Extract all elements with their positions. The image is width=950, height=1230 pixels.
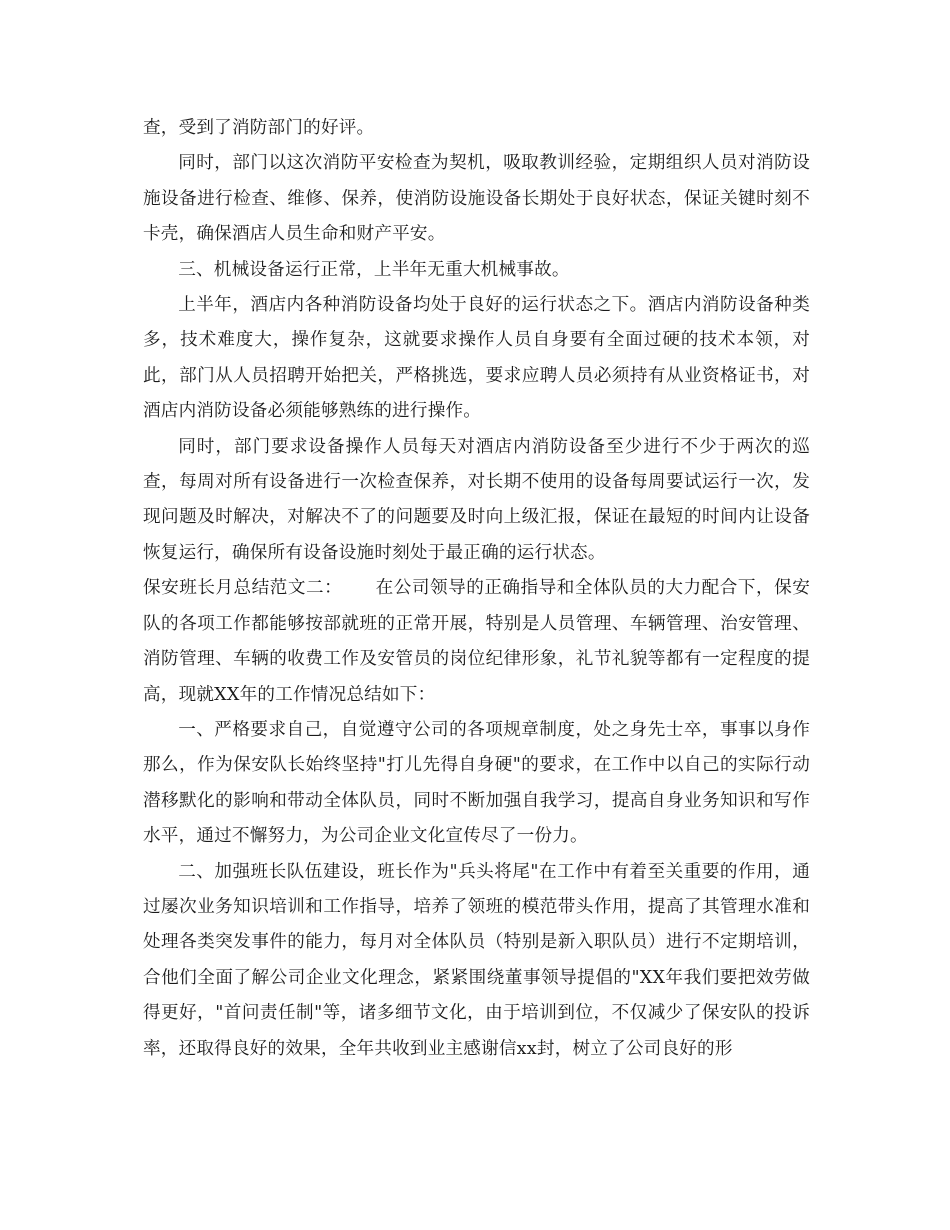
section2-title: 保安班长月总结范文二： bbox=[143, 578, 343, 599]
section-heading-3: 三、机械设备运行正常，上半年无重大机械事故。 bbox=[178, 259, 570, 280]
section2-paragraph bbox=[143, 571, 810, 713]
paragraph-1: 查，受到了消防部门的好评。 bbox=[143, 118, 375, 138]
paragraph-2: 同时，部门以这次消防平安检查为契机，吸取教训经验，定期组织人员对消防设施设备进行检查、维修、保养，使消防设施设备长期处于良好状态，保证关键时刻不卡壳，确保酒店人员生命和财产平安。 bbox=[143, 153, 810, 245]
section2-intro: 在公司领导的正确指导和全体队员的大力配合下，保安队的各项工作都能够按部就班的正常开展，特别是人员管理、车辆管理、治安管理、消防管理、车辆的收费工作及安管员的岗位纪律形象，礼节礼貌等都有一定程度的提高，现就XX年的工作情况总结如下： bbox=[143, 578, 810, 705]
document-body bbox=[143, 111, 810, 1067]
paragraph-7: 一、严格要求自己，自觉遵守公司的各项规章制度，处之身先士卒，事事以身作那么，作为保安队长始终坚持"打儿先得自身硬"的要求，在工作中以自己的实际行动潜移默化的影响和带动全体队员，同时不断加强自我学习，提高自身业务知识和写作水平，通过不懈努力，为公司企业文化宣传尽了一份力。 bbox=[143, 719, 810, 847]
paragraph-5: 同时，部门要求设备操作人员每天对酒店内消防设备至少进行不少于两次的巡查，每周对所有设备进行一次检查保养，对长期不使用的设备每周要试运行一次，发现问题及时解决，对解决不了的问题要及时向上级汇报，保证在最短的时间内让设备恢复运行，确保所有设备设施时刻处于最正确的运行状态。 bbox=[143, 436, 810, 563]
paragraph-8: 二、加强班长队伍建设，班长作为"兵头将尾"在工作中有着至关重要的作用，通过屡次业务知识培训和工作指导，培养了领班的模范带头作用，提高了其管理水准和处理各类突发事件的能力，每月对全体队员（特别是新入职队员）进行不定期培训，合他们全面了解公司企业文化理念，紧紧围绕董事领导提倡的"XX年我们要把效劳做得更好，"首问责任制"等，诸多细节文化，由于培训到位，不仅减少了保安队的投诉率，还取得良好的效果，全年共收到业主感谢信xx封，树立了公司良好的形 bbox=[143, 861, 810, 1059]
paragraph-4: 上半年，酒店内各种消防设备均处于良好的运行状态之下。酒店内消防设备种类多，技术难度大，操作复杂，这就要求操作人员自身要有全面过硬的技术本领，对此，部门从人员招聘开始把关，严格挑选，要求应聘人员必须持有从业资格证书，对酒店内消防设备必须能够熟练的进行操作。 bbox=[143, 295, 810, 422]
